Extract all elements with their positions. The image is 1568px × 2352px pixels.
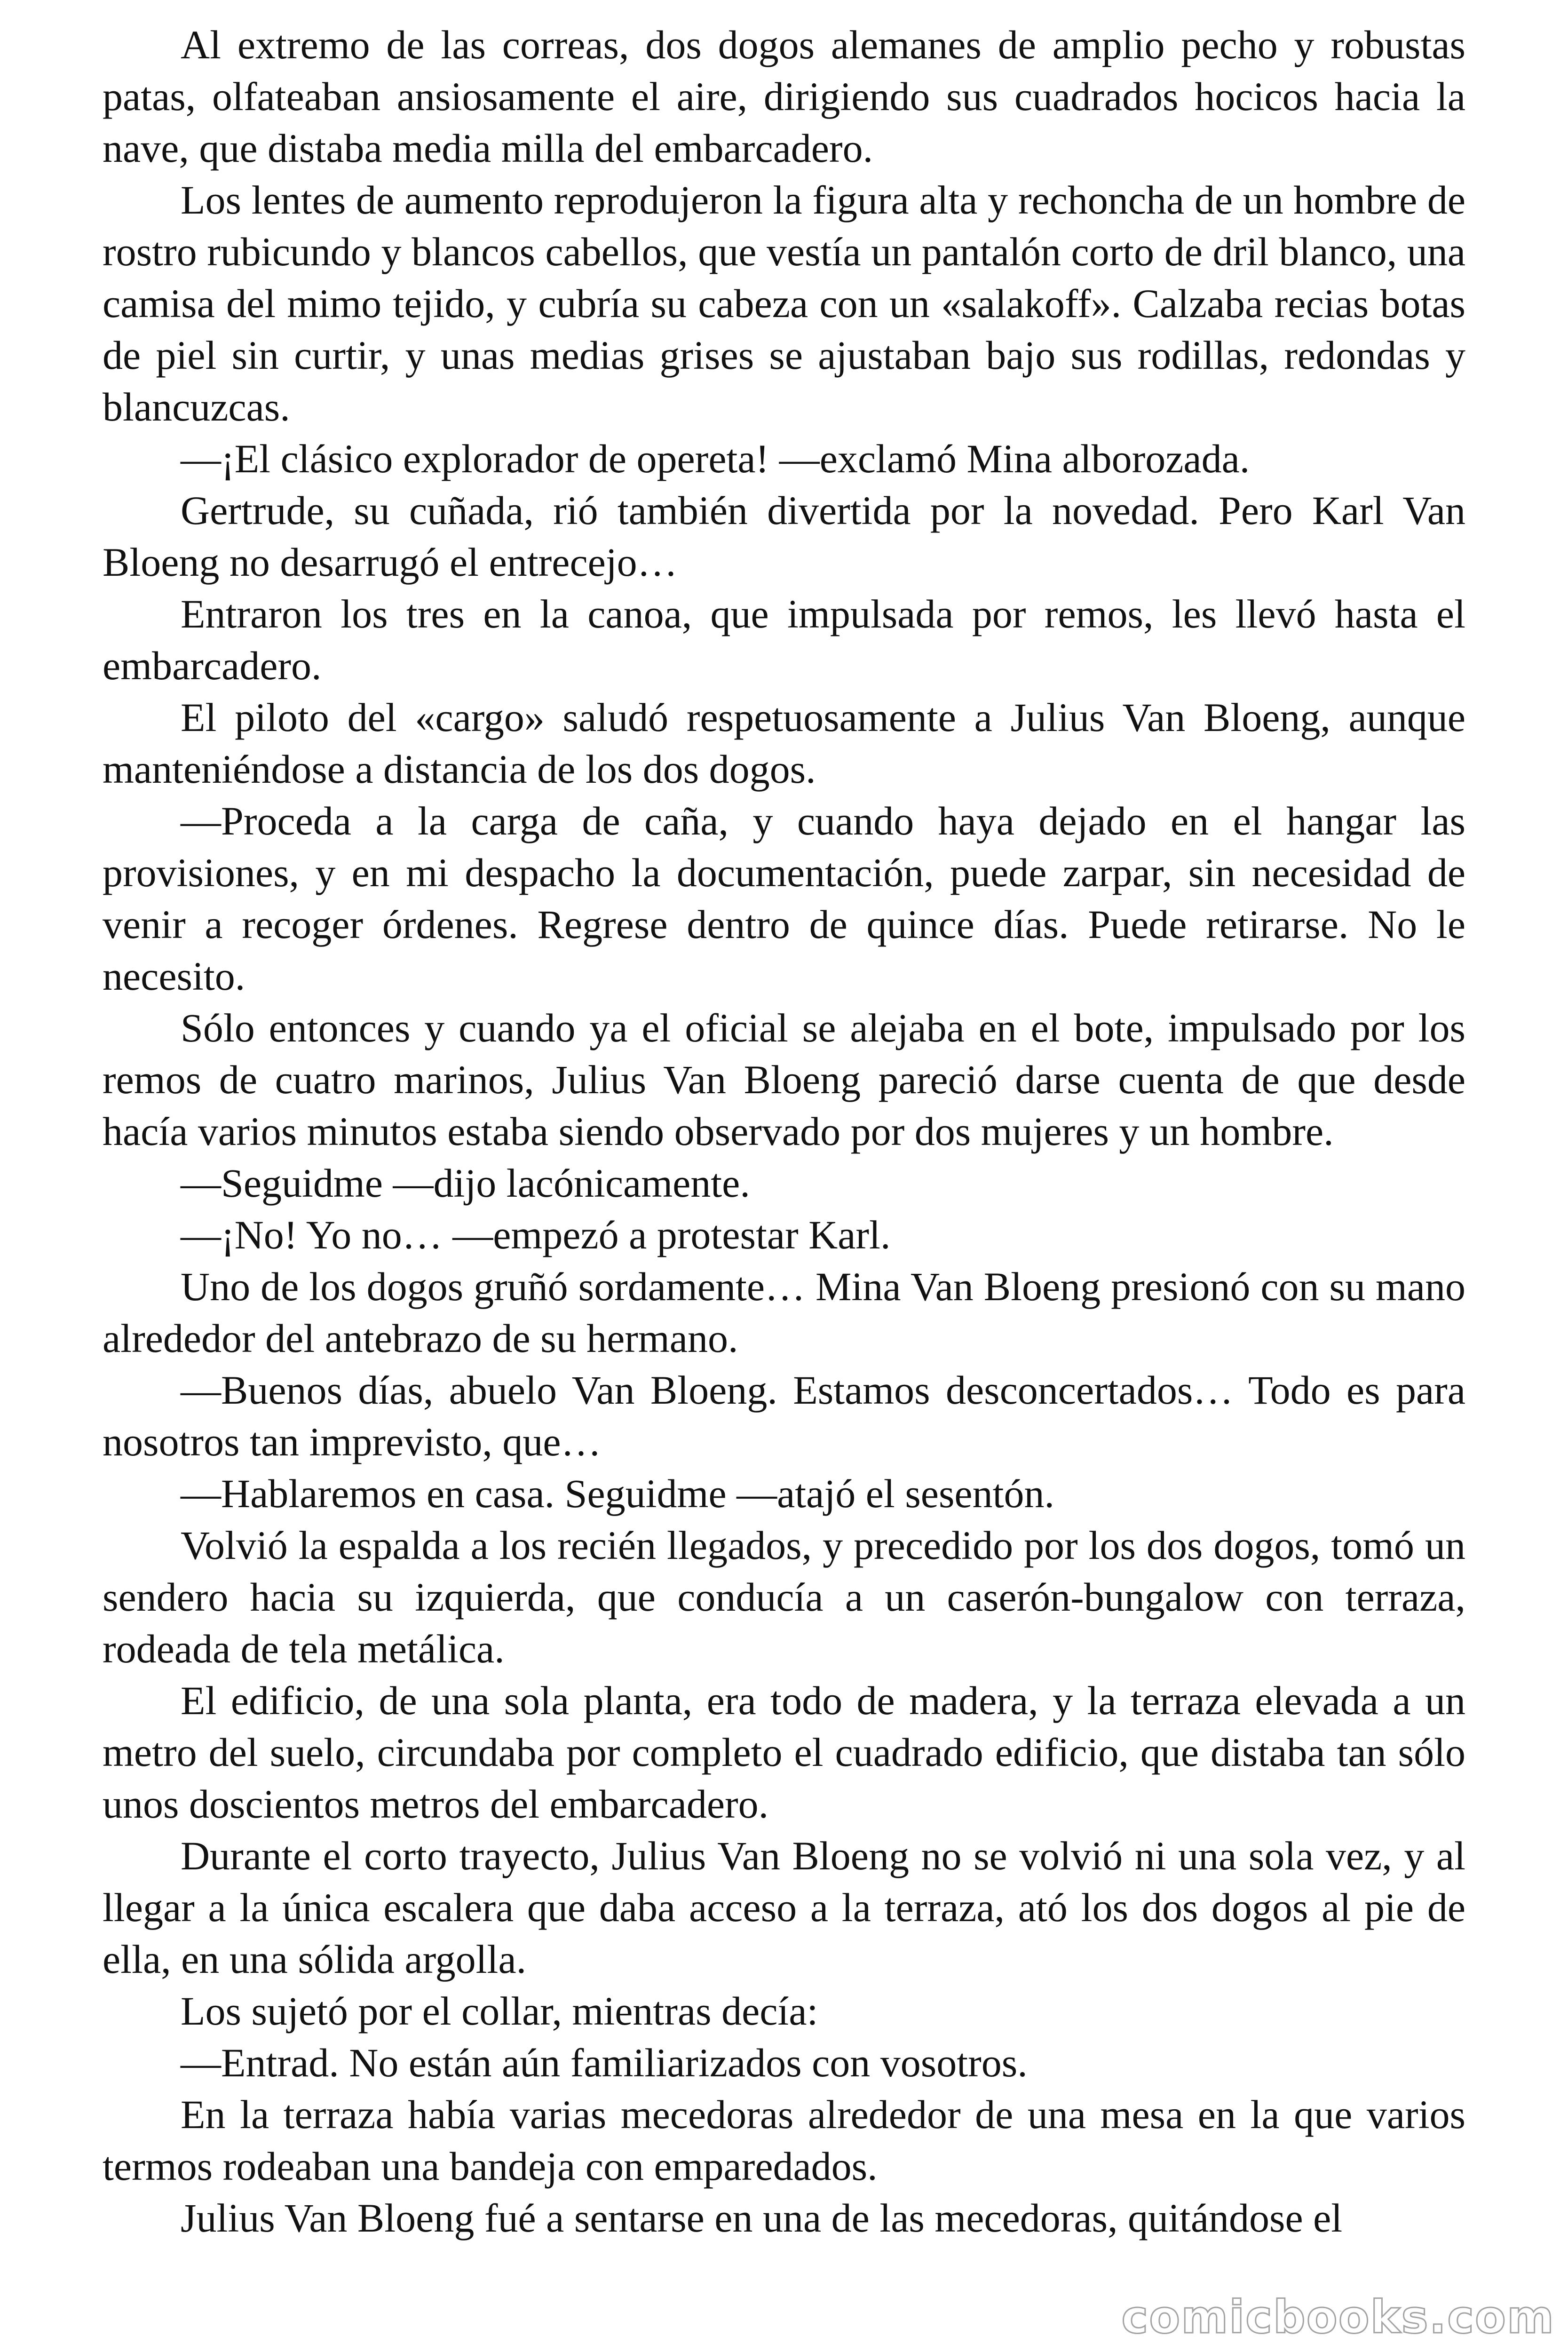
paragraph: —Seguidme —dijo lacónicamente. [181, 1160, 750, 1206]
book-page-text [103, 19, 1465, 2244]
paragraph: Julius Van Bloeng fué a sentarse en una de las mecedoras, quitándose el [181, 2195, 1343, 2241]
paragraph: Durante el corto trayecto, Julius Van Bloeng no se volvió ni una sola vez, y al llegar a la única escalera que daba acceso a la terraza, ató los dos dogos al pie de ella, en una sólida argolla. [103, 1833, 1465, 1982]
paragraph: —¡No! Yo no… —empezó a protestar Karl. [181, 1212, 891, 1257]
paragraph: —Hablaremos en casa. Seguidme —atajó el sesentón. [181, 1471, 1054, 1516]
paragraph: El piloto del «cargo» saludó respetuosamente a Julius Van Bloeng, aunque manteniéndose a distancia de los dos dogos. [103, 695, 1465, 792]
paragraph: Uno de los dogos gruñó sordamente… Mina Van Bloeng presionó con su mano alrededor del antebrazo de su hermano. [103, 1264, 1465, 1361]
paragraph: Los sujetó por el collar, mientras decía: [181, 1988, 818, 2034]
paragraph: Volvió la espalda a los recién llegados, y precedido por los dos dogos, tomó un sendero hacia su izquierda, que conducía a un caserón-bungalow con terraza, rodeada de tela metálica. [103, 1523, 1465, 1671]
watermark-logo: comicbooks.com [1121, 2291, 1555, 2344]
paragraph: Al extremo de las correas, dos dogos alemanes de amplio pecho y robustas patas, olfateaban ansiosamente el aire, dirigiendo sus cuadrados hocicos hacia la nave, que distaba media milla del embarcadero. [103, 22, 1465, 171]
paragraph: —Entrad. No están aún familiarizados con vosotros. [181, 2040, 1028, 2085]
paragraph: Entraron los tres en la canoa, que impulsada por remos, les llevó hasta el embarcadero. [103, 591, 1465, 688]
paragraph: El edificio, de una sola planta, era todo de madera, y la terraza elevada a un metro del suelo, circundaba por completo el cuadrado edificio, que distaba tan sólo unos doscientos metros del embarcadero. [103, 1678, 1465, 1827]
paragraph: —Buenos días, abuelo Van Bloeng. Estamos desconcertados… Todo es para nosotros tan imprevisto, que… [103, 1367, 1465, 1464]
paragraph: Sólo entonces y cuando ya el oficial se alejaba en el bote, impulsado por los remos de cuatro marinos, Julius Van Bloeng pareció darse cuenta de que desde hacía varios minutos estaba siendo observado por dos mujeres y un hombre. [103, 1005, 1465, 1154]
paragraph: —Proceda a la carga de caña, y cuando haya dejado en el hangar las provisiones, y en mi despacho la documentación, puede zarpar, sin necesidad de venir a recoger órdenes. Regrese dentro de quince días. Puede retirarse. No le necesito. [103, 798, 1465, 999]
paragraph: Gertrude, su cuñada, rió también divertida por la novedad. Pero Karl Van Bloeng no desarrugó el entrecejo… [103, 488, 1465, 585]
paragraph: En la terraza había varias mecedoras alrededor de una mesa en la que varios termos rodeaban una bandeja con emparedados. [103, 2092, 1465, 2189]
paragraph: —¡El clásico explorador de opereta! —exclamó Mina alborozada. [181, 436, 1250, 481]
paragraph: Los lentes de aumento reprodujeron la figura alta y rechoncha de un hombre de rostro rubicundo y blancos cabellos, que vestía un pantalón corto de dril blanco, una camisa del mimo tejido, y cubría su cabeza con un «salakoff». Calzaba recias botas de piel sin curtir, y unas medias grises se ajustaban bajo sus rodillas, redondas y blancuzcas. [103, 177, 1465, 429]
